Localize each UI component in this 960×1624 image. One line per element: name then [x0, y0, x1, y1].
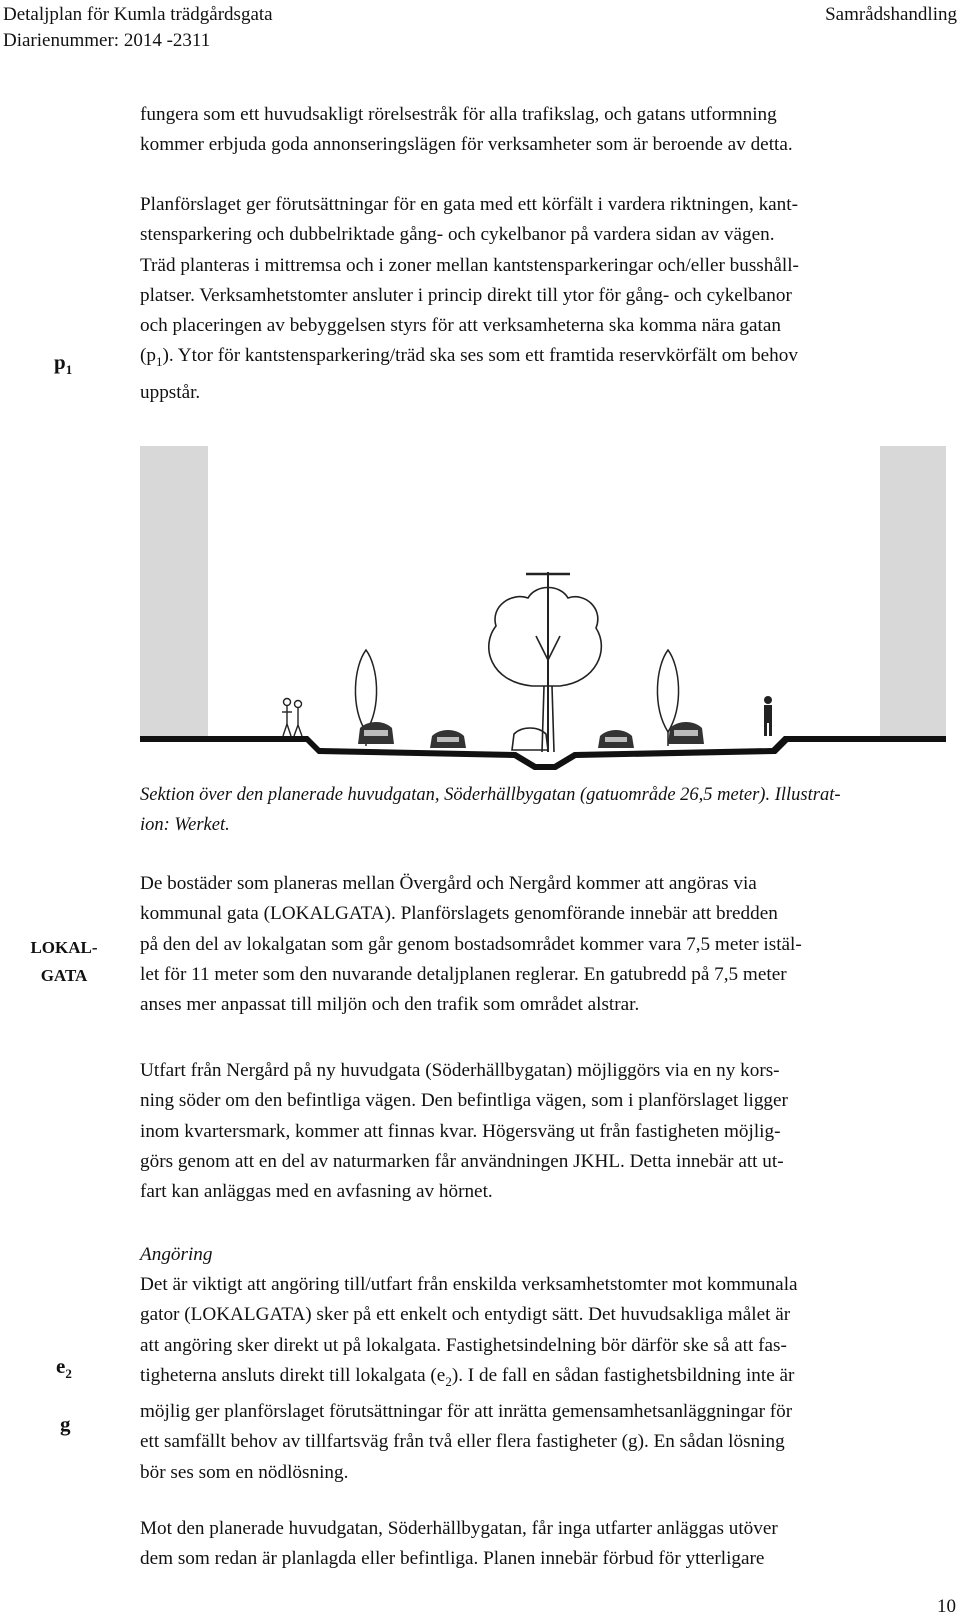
- text-line: Planförslaget ger förutsättningar för en gata med ett körfält i vardera riktningen, kant-: [140, 194, 798, 215]
- text-line: bör ses som en nödlösning.: [140, 1461, 349, 1483]
- label-line: GATA: [40, 966, 88, 985]
- text-line: kommer erbjuda goda annonseringslägen för verksamheter som är beroende av detta.: [140, 134, 793, 156]
- text-line: fart kan anläggas med en avfasning av hörnet.: [140, 1181, 493, 1203]
- text-line: och placeringen av bebyggelsen styrs för att verksamheterna ska komma nära gatan: [140, 315, 781, 337]
- text-line: De bostäder som planeras mellan Övergård och Nergård kommer att angöras via: [140, 873, 757, 894]
- margin-label-p1: [54, 350, 72, 378]
- label-subscript: 1: [65, 362, 73, 378]
- plan-title: Detaljplan för Kumla trädgårdsgata: [3, 4, 273, 25]
- text-line: let för 11 meter som den nuvarande detaljplanen reglerar. En gatubredd på 7,5 meter: [140, 963, 787, 985]
- paragraph-utfart-nergard: [140, 1056, 922, 1207]
- caption-line: ion: Werket.: [140, 815, 230, 835]
- car-lane-left: [430, 730, 466, 748]
- label-letter: e: [56, 1354, 66, 1378]
- text-line: möjlig ger planförslaget förutsättningar för att inrätta gemensamhetsanläggningar för: [140, 1401, 793, 1423]
- document-header: [3, 2, 273, 54]
- text-line: platser. Verksamhetstomter ansluter i princip direkt till ytor för gång- och cykelbanor: [140, 284, 792, 306]
- diary-number: Diarienummer: 2014 -2311: [3, 30, 211, 51]
- car-parked-right: [668, 722, 704, 744]
- text-line: Det är viktigt att angöring till/utfart från enskilda verksamhetstomter mot kommunala: [140, 1274, 798, 1295]
- pedestrian-right: [764, 696, 772, 736]
- label-line: LOKAL-: [30, 938, 98, 957]
- car-lane-right: [598, 730, 634, 748]
- margin-label-lokalgata: [26, 934, 102, 990]
- text-line: fungera som ett huvudsakligt rörelsestråk för alla trafikslag, och gatans utformning: [140, 104, 777, 125]
- subscript: 2: [445, 1373, 452, 1389]
- text-fragment: (p: [140, 345, 156, 367]
- car-parked-left: [358, 722, 394, 744]
- text-line: på den del av lokalgatan som går genom bostadsområdet kommer vara 7,5 meter istäl-: [140, 933, 802, 955]
- text-line: Utfart från Nergård på ny huvudgata (Söderhällbygatan) möjliggörs via en ny kors-: [140, 1060, 780, 1081]
- text-line: anses mer anpassat till miljön och den trafik som området alstrar.: [140, 994, 640, 1016]
- margin-label-g: g: [60, 1412, 71, 1436]
- building-right: [880, 446, 946, 736]
- text-line: Mot den planerade huvudgatan, Söderhällbygatan, får inga utfarter anläggas utöver: [140, 1518, 778, 1539]
- paragraph-utfarter-huvudgatan: [140, 1514, 922, 1575]
- text-line: görs genom att en del av naturmarken får användningen JKHL. Detta innebär att ut-: [140, 1150, 784, 1172]
- section-heading-angoring: Angöring: [140, 1244, 213, 1265]
- paragraph-planforslaget: [140, 190, 922, 408]
- text-fragment: ). I de fall en sådan fastighetsbildning inte är: [451, 1364, 795, 1386]
- subscript: 1: [155, 354, 163, 370]
- document-status: Samrådshandling: [825, 4, 957, 25]
- pedestrians-left: [282, 699, 302, 737]
- text-line: kommunal gata (LOKALGATA). Planförslagets genomförande innebär att bredden: [140, 903, 778, 925]
- text-line: att angöring sker direkt ut på lokalgata. Fastighetsindelning bör därför ske så att fas-: [140, 1334, 787, 1356]
- text-line: Träd planteras i mittremsa och i zoner mellan kantstensparkeringar och/eller busshåll-: [140, 254, 799, 276]
- tree-central-with-lamp: [489, 572, 602, 752]
- text-line: dem som redan är planlagda eller befintliga. Planen innebär förbud för ytterligare: [140, 1548, 765, 1570]
- text-line: [140, 1361, 922, 1397]
- building-left: [140, 446, 208, 736]
- text-line: stensparkering och dubbelriktade gång- och cykelbanor på vardera sidan av vägen.: [140, 224, 775, 246]
- label-subscript: 2: [65, 1366, 72, 1382]
- text-line: ning söder om den befintliga vägen. Den befintliga vägen, som i planförslaget ligger: [140, 1090, 788, 1112]
- label-letter: p: [54, 350, 66, 374]
- text-fragment: tigheterna ansluts direkt till lokalgata (e: [140, 1364, 446, 1386]
- text-fragment: ). Ytor för kantstensparkering/träd ska ses som ett framtida reservkörfält om behov: [162, 345, 798, 367]
- text-line: ett samfällt behov av tillfartsväg från två eller flera fastigheter (g). En sådan lösning: [140, 1431, 785, 1453]
- text-line: inom kvartersmark, kommer att finnas kvar. Högersväng ut från fastigheten möjlig-: [140, 1120, 781, 1142]
- page-number: 10: [937, 1596, 956, 1617]
- paragraph-huvudgata-intro: [140, 100, 922, 161]
- text-line: [140, 341, 922, 377]
- paragraph-lokalgata: [140, 869, 922, 1020]
- caption-line: Sektion över den planerade huvudgatan, Söderhällbygatan (gatuområde 26,5 meter). Illustrat-: [140, 785, 841, 805]
- margin-label-e2: [56, 1354, 72, 1382]
- text-line: uppstår.: [140, 381, 201, 403]
- paragraph-angoring: [140, 1270, 922, 1488]
- figure-caption: [140, 780, 940, 840]
- text-line: gator (LOKALGATA) sker på ett enkelt och entydigt sätt. Det huvudsakliga målet är: [140, 1304, 791, 1326]
- street-section-illustration: [140, 446, 946, 786]
